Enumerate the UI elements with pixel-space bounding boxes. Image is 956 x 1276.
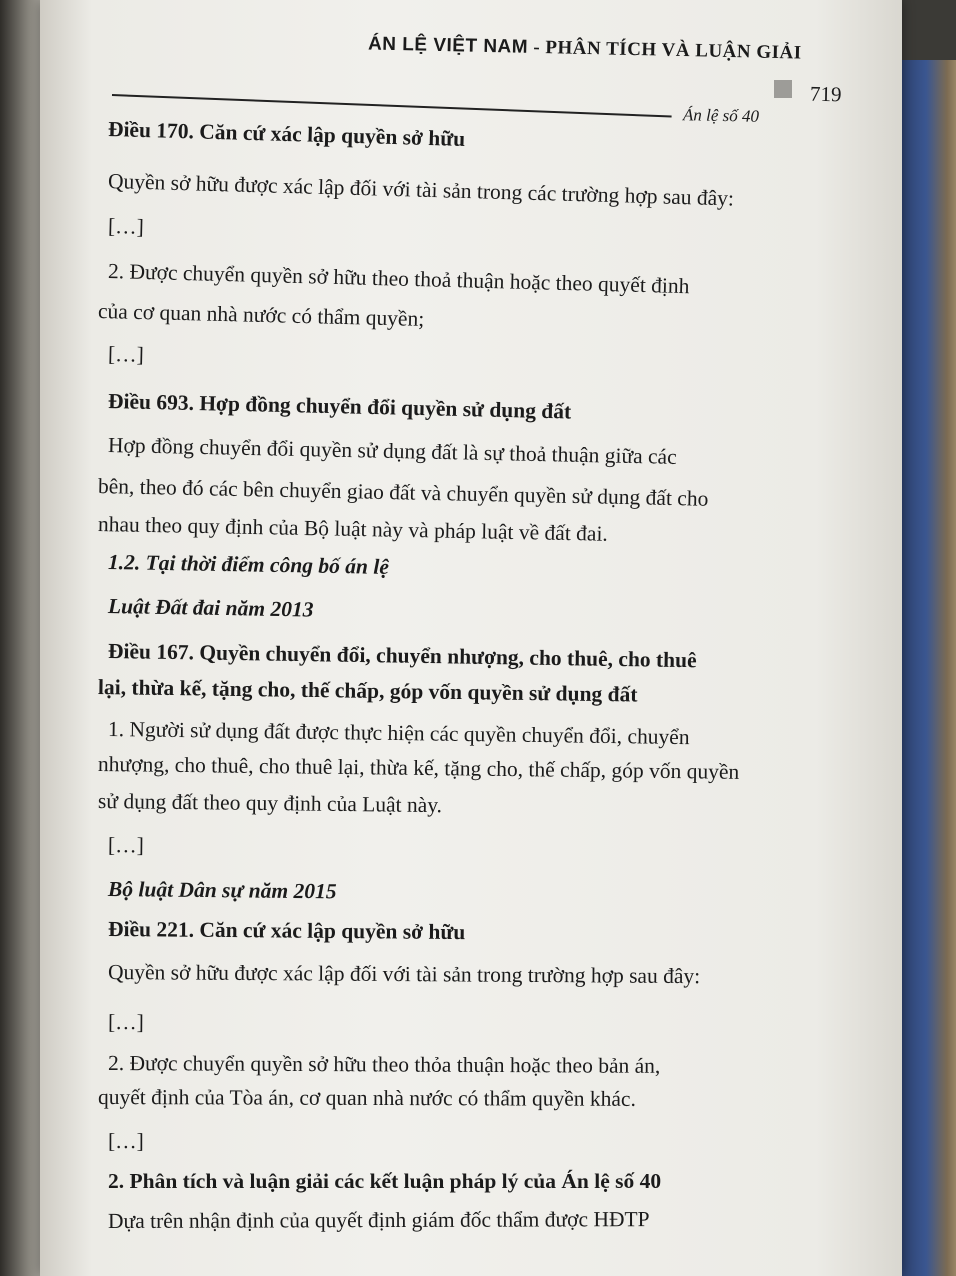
ellipsis-line: […] (107, 342, 145, 367)
article-heading: Điều 693. Hợp đồng chuyển đổi quyền sử dụng đất (107, 389, 572, 424)
law-heading: Luật Đất đai năm 2013 (107, 594, 314, 622)
ellipsis-line: […] (107, 833, 144, 858)
text-line: của cơ quan nhà nước có thẩm quyền; (97, 299, 425, 331)
section-label: Án lệ số 40 (682, 105, 760, 126)
article-heading-cont: lại, thừa kế, tặng cho, thế chấp, góp vốn quyền sử dụng đất (97, 675, 638, 707)
text-line: nhượng, cho thuê, cho thuê lại, thừa kế, tặng cho, thế chấp, góp vốn quyền (97, 752, 740, 784)
text-line: Quyền sở hữu được xác lập đối với tài sản trong trường hợp sau đây: (107, 960, 701, 989)
text-line: Quyền sở hữu được xác lập đối với tài sản trong các trường hợp sau đây: (107, 169, 735, 211)
ellipsis-line: […] (107, 1010, 144, 1035)
running-title (368, 33, 802, 64)
section-heading: 1.2. Tại thời điểm công bố án lệ (107, 550, 390, 579)
ellipsis-line: […] (107, 214, 145, 239)
text-line: 1. Người sử dụng đất được thực hiện các quyền chuyển đổi, chuyển (107, 717, 690, 750)
text-line: Hợp đồng chuyển đổi quyền sử dụng đất là sự thoả thuận giữa các (107, 433, 677, 469)
text-line: 2. Được chuyển quyền sở hữu theo thỏa thuận hoặc theo bản án, (107, 1051, 661, 1078)
law-heading: Bộ luật Dân sự năm 2015 (107, 877, 337, 904)
text-line: 2. Được chuyển quyền sở hữu theo thoả thuận hoặc theo quyết định (107, 259, 690, 299)
ellipsis-line: […] (107, 1129, 144, 1154)
page-header (80, 18, 842, 128)
page-number: 719 (809, 81, 842, 107)
book-cover-edge (896, 60, 956, 1276)
running-title-sub: - PHÂN TÍCH VÀ LUẬN GIẢI (527, 36, 802, 64)
text-line: quyết định của Tòa án, cơ quan nhà nước có thẩm quyền khác. (97, 1085, 636, 1111)
text-line: sử dụng đất theo quy định của Luật này. (97, 789, 443, 818)
running-title-main: ÁN LỆ VIỆT NAM (367, 33, 529, 58)
header-rule (112, 94, 672, 117)
text-line: nhau theo quy định của Bộ luật này và pháp luật về đất đai. (97, 512, 609, 546)
article-heading: Điều 170. Căn cứ xác lập quyền sở hữu (107, 117, 466, 151)
book-page (40, 0, 902, 1276)
text-line: Dựa trên nhận định của quyết định giám đốc thẩm được HĐTP (107, 1207, 650, 1233)
section-heading: 2. Phân tích và luận giải các kết luận pháp lý của Án lệ số 40 (108, 1169, 662, 1193)
header-square-ornament (774, 80, 792, 98)
text-line: bên, theo đó các bên chuyển giao đất và chuyển quyền sử dụng đất cho (97, 474, 709, 511)
article-heading: Điều 167. Quyền chuyển đổi, chuyển nhượng, cho thuê, cho thuê (107, 639, 697, 673)
article-heading: Điều 221. Căn cứ xác lập quyền sở hữu (107, 917, 466, 945)
